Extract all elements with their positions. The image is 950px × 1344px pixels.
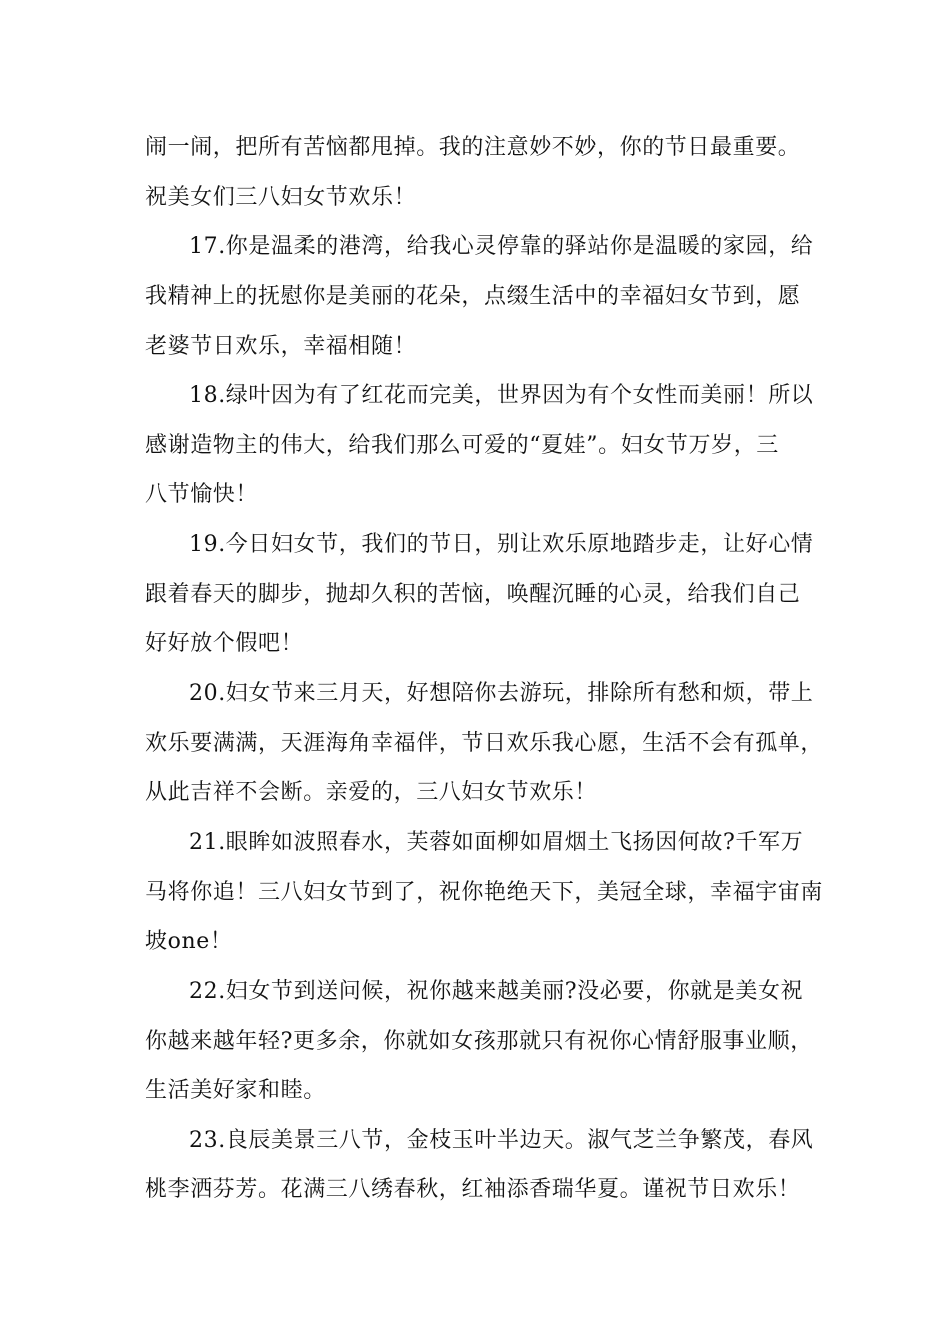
- text-line: 我精神上的抚慰你是美丽的花朵，点缀生活中的幸福妇女节到，愿: [145, 283, 801, 309]
- text-line: 18.绿叶因为有了红花而完美，世界因为有个女性而美丽！所以: [189, 383, 814, 409]
- text-line: 22.妇女节到送问候，祝你越来越美丽?没必要，你就是美女祝: [189, 978, 804, 1004]
- text-line: 好好放个假吧！: [145, 631, 304, 657]
- text-line: 你越来越年轻?更多余，你就如女孩那就只有祝你心情舒服事业顺，: [145, 1028, 813, 1054]
- text-line: 欢乐要满满，天涯海角幸福伴，节日欢乐我心愿，生活不会有孤单，: [145, 730, 824, 756]
- text-line: 八节愉快！: [145, 482, 259, 508]
- text-line: 从此吉祥不会断。亲爱的，三八妇女节欢乐！: [145, 780, 598, 806]
- text-line: 马将你追！三八妇女节到了，祝你艳绝天下，美冠全球，幸福宇宙南: [145, 879, 824, 905]
- text-line: 19.今日妇女节，我们的节日，别让欢乐原地踏步走，让好心情: [189, 532, 814, 558]
- text-line: 桃李洒芬芳。花满三八绣春秋，红袖添香瑞华夏。谨祝节日欢乐！: [145, 1177, 801, 1203]
- text-line: 21.眼眸如波照春水，芙蓉如面柳如眉烟土飞扬因何故?千军万: [189, 829, 804, 855]
- document-body: [145, 128, 825, 1220]
- text-line: 跟着春天的脚步，抛却久积的苦恼，唤醒沉睡的心灵，给我们自己: [145, 581, 801, 607]
- text-line: 老婆节日欢乐，幸福相随！: [145, 333, 417, 359]
- text-line: 祝美女们三八妇女节欢乐！: [145, 184, 417, 210]
- text-line: 闹一闹，把所有苦恼都甩掉。我的注意妙不妙，你的节日最重要。: [145, 135, 801, 160]
- text-line: 17.你是温柔的港湾，给我心灵停靠的驿站你是温暖的家园，给: [189, 234, 814, 260]
- text-line: 感谢造物主的伟大，给我们那么可爱的“夏娃”。妇女节万岁，三: [145, 432, 779, 458]
- text-line: 坡one！: [145, 929, 233, 955]
- text-line: 23.良辰美景三八节，金枝玉叶半边天。淑气芝兰争繁茂，春风: [189, 1127, 814, 1153]
- text-line: 20.妇女节来三月天，好想陪你去游玩，排除所有愁和烦，带上: [189, 681, 814, 707]
- text-line: 生活美好家和睦。: [145, 1078, 326, 1104]
